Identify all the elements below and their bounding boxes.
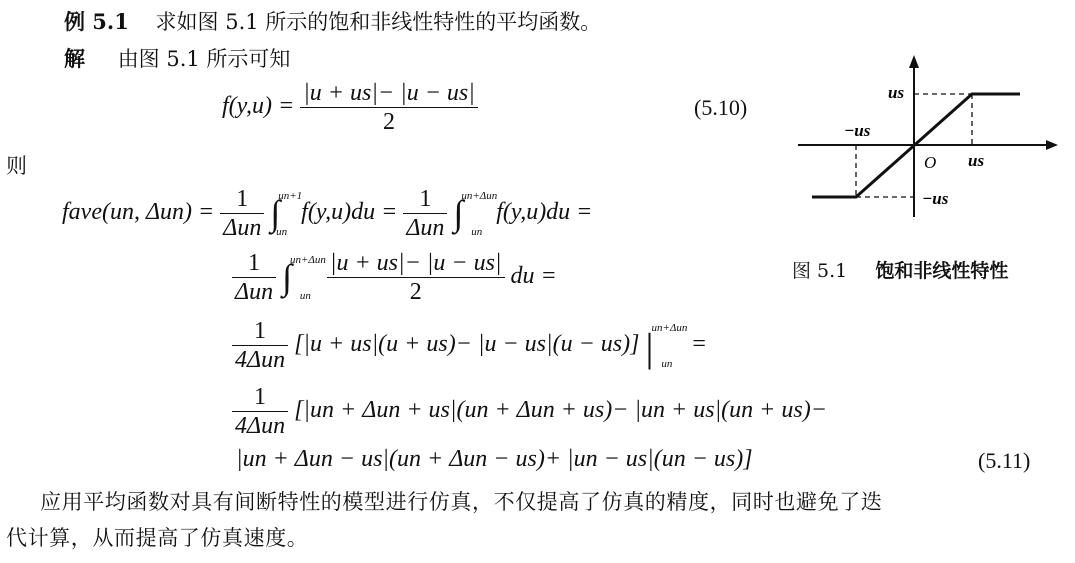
equation-5-10 xyxy=(222,80,478,135)
label-us-top: us xyxy=(888,83,905,102)
eq511-four-delta-den: 4Δun xyxy=(235,413,286,439)
eq511-one: 1 xyxy=(232,250,276,278)
figure-caption xyxy=(792,256,1008,283)
eq511-l1-part1: f(y,u)du = xyxy=(301,199,398,226)
paragraph-line-2: 代计算，从而提高了仿真速度。 xyxy=(6,526,309,550)
equation-5-11-line-5 xyxy=(236,446,753,473)
integral-sign: ∫ xyxy=(282,257,292,298)
eq511-l5-body: |un + Δun − us|(un + Δun − us)+ |un − us|(un − us)] xyxy=(236,446,753,472)
solution-text: 由图 5.1 所示可知 xyxy=(117,47,291,71)
eq511-l2-frac-a xyxy=(232,250,276,305)
lower-limit: un xyxy=(471,226,483,239)
y-axis-arrow xyxy=(909,55,919,68)
eq510-lhs: f(y,u) = xyxy=(222,93,295,120)
saturation-figure xyxy=(790,52,1060,222)
paragraph-line-1: 应用平均函数对具有间断特性的模型进行仿真，不仅提高了仿真的精度，同时也避免了迭 xyxy=(40,490,883,514)
eq511-delta-den: Δun xyxy=(223,215,262,241)
equation-5-11-line-4 xyxy=(232,384,827,439)
then-label: 则 xyxy=(6,154,27,178)
upper-limit: un+Δun xyxy=(461,190,498,203)
eq511-four-delta-den: 4Δun xyxy=(235,347,286,373)
eq511-l3-frac xyxy=(232,318,288,373)
example-label: 例 5.1 xyxy=(64,9,129,34)
lower-limit: un xyxy=(661,358,673,371)
eq511-l2-tail: du = xyxy=(510,263,557,290)
eq511-delta-den: Δun xyxy=(406,215,445,241)
eq510-numerator: |u + us|− |u − us| xyxy=(300,80,478,108)
equation-number-5-10: (5.10) xyxy=(694,95,748,120)
solution-label: 解 xyxy=(64,46,85,71)
figure-caption-number: 图 5.1 xyxy=(792,260,848,282)
equation-number-5-11: (5.11) xyxy=(978,448,1031,473)
integral-sign: ∫ xyxy=(270,193,281,234)
evaluation-bar: | xyxy=(645,325,654,371)
equation-5-11-line-2 xyxy=(232,250,557,305)
label-neg-us-bottom: −us xyxy=(922,189,949,208)
eq511-one: 1 xyxy=(220,186,264,214)
eq511-l1-frac-a xyxy=(220,186,264,241)
integral-sign: ∫ xyxy=(453,193,464,234)
eq511-one: 1 xyxy=(403,186,447,214)
lower-limit: un xyxy=(276,226,288,239)
equation-5-11-line-1 xyxy=(62,186,592,241)
example-heading xyxy=(64,6,601,36)
solution-heading xyxy=(64,43,290,73)
upper-limit: un+Δun xyxy=(289,254,326,267)
eq511-lhs: fave(un, Δun) = xyxy=(62,199,215,226)
eq511-delta-den: Δun xyxy=(235,279,274,305)
eq511-l2-denominator: 2 xyxy=(409,279,422,305)
label-neg-us-left: −us xyxy=(844,121,871,140)
eq511-one: 1 xyxy=(232,318,288,346)
eq511-one: 1 xyxy=(232,384,288,412)
lower-limit: un xyxy=(299,290,311,303)
upper-limit: un+1 xyxy=(278,190,303,203)
example-text: 求如图 5.1 所示的饱和非线性特性的平均函数。 xyxy=(155,10,602,34)
eq511-l1-frac-b xyxy=(403,186,447,241)
eq510-denominator: 2 xyxy=(383,109,396,135)
label-origin: O xyxy=(924,153,937,172)
upper-limit: un+Δun xyxy=(651,322,688,335)
x-axis-arrow xyxy=(1046,140,1058,150)
eq511-l1-part2: f(y,u)du = xyxy=(496,199,593,226)
eq511-l4-body: [|un + Δun + us|(un + Δun + us)− |un + us|(un + us)− xyxy=(294,397,827,424)
figure-caption-text: 饱和非线性特性 xyxy=(875,260,1009,282)
eq510-fraction xyxy=(300,80,478,135)
eq511-l3-tail: = xyxy=(692,331,706,358)
eq511-l2-frac-b xyxy=(327,250,505,305)
equation-5-11-line-3 xyxy=(232,318,706,373)
eq511-l3-body: [|u + us|(u + us)− |u − us|(u − us)] xyxy=(294,331,640,358)
eq511-l2-numerator: |u + us|− |u − us| xyxy=(327,250,505,278)
eq511-l4-frac xyxy=(232,384,288,439)
label-us-axis: us xyxy=(968,151,985,170)
